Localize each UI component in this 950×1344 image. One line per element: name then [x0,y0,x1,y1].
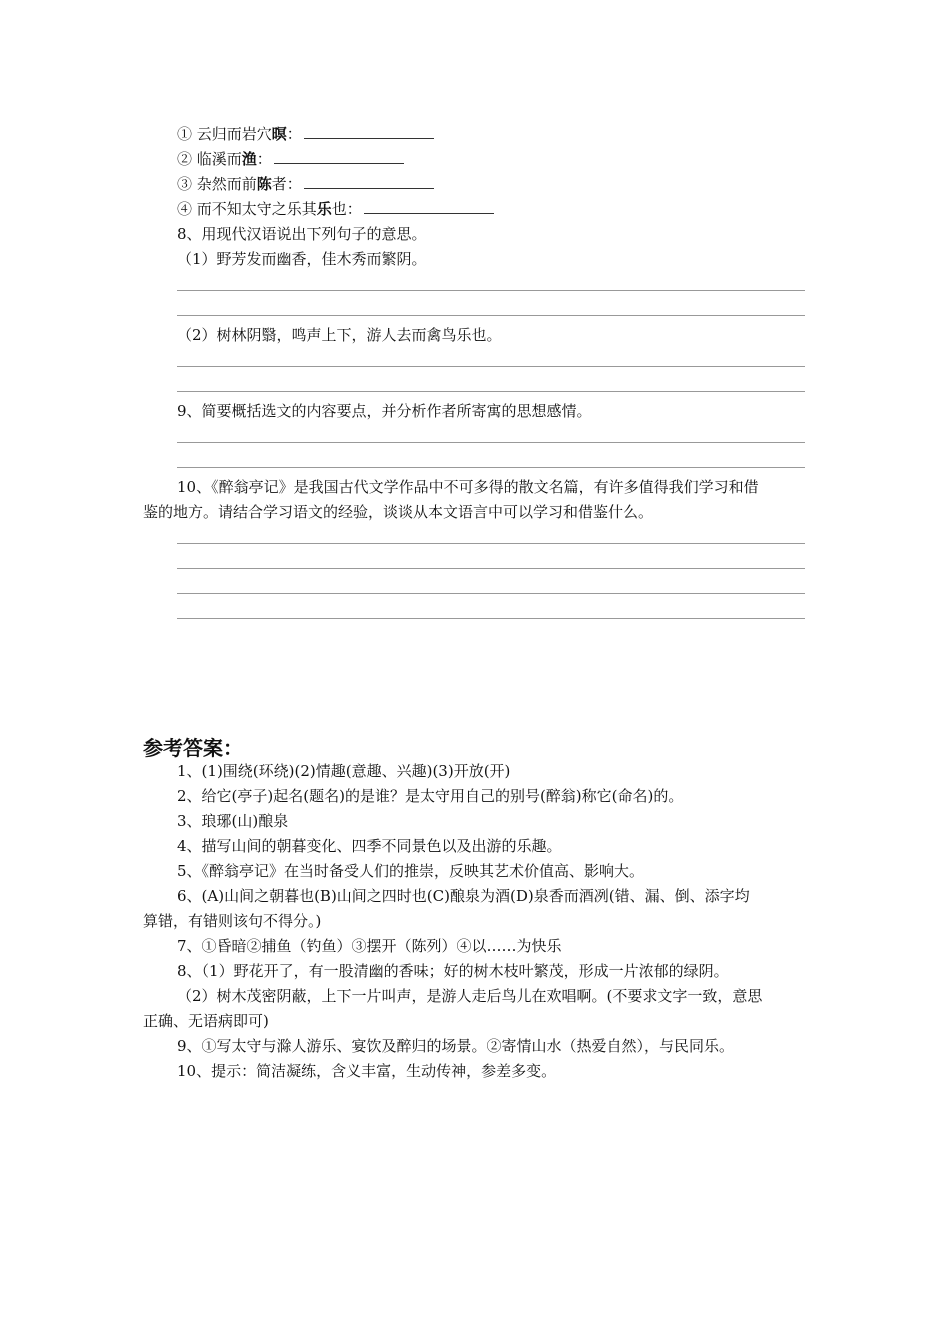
q8-sentence-2: （2）树林阴翳，鸣声上下，游人去而禽鸟乐也。 [177,326,502,344]
q10-answer-line-4[interactable] [177,618,805,619]
q10-answer-line-3[interactable] [177,593,805,594]
q10-line-1: 10、《醉翁亭记》是我国古代文学作品中不可多得的散文名篇，有许多值得我们学习和借 [177,478,759,496]
q9-title: 9、简要概括选文的内容要点，并分析作者所寄寓的思想感情。 [177,402,592,420]
q7-item-2-text: ② 临溪而 [177,150,242,168]
q7-item-1-colon: ： [286,125,302,143]
q9-answer-line-2[interactable] [177,467,805,468]
answer-line-6-cont: 算错，有错则该句不得分。) [143,912,322,930]
q7-item-2 [177,149,404,169]
q7-item-1-text: ① 云归而岩穴 [177,125,272,143]
q8-answer-line-2[interactable] [177,315,805,316]
answer-line-9: 9、①写太守与滁人游乐、宴饮及醉归的场景。②寄情山水（热爱自然），与民同乐。 [177,1037,735,1055]
q7-item-2-colon: ： [256,150,272,168]
answer-line-10: 10、提示：简洁凝练，含义丰富，生动传神，参差多变。 [177,1062,557,1080]
answer-line-8: 8、（1）野花开了，有一股清幽的香味；好的树木枝叶繁茂，形成一片浓郁的绿阴。 [177,962,729,980]
q8-answer-line-3[interactable] [177,366,805,367]
q10-answer-line-1[interactable] [177,543,805,544]
q7-item-4-blank[interactable] [364,199,494,214]
answer-line-5: 5、《醉翁亭记》在当时备受人们的推崇，反映其艺术价值高、影响大。 [177,862,645,880]
answer-line-4: 4、描写山间的朝暮变化、四季不同景色以及出游的乐趣。 [177,837,562,855]
q9-answer-line-1[interactable] [177,442,805,443]
answer-line-7: 7、①昏暗②捕鱼（钓鱼）③摆开（陈列）④以……为快乐 [177,937,562,955]
q7-item-3-text: ③ 杂然而前 [177,175,257,193]
q7-item-1 [177,124,434,144]
q7-item-4-colon: 也： [331,200,362,218]
answer-line-2: 2、给它(亭子)起名(题名)的是谁？是太守用自己的别号(醉翁)称它(命名)的。 [177,787,684,805]
q7-item-4 [177,199,494,219]
q7-item-1-keyword: 暝 [271,125,287,143]
q8-answer-line-1[interactable] [177,290,805,291]
answer-line-8b: （2）树木茂密阴蔽，上下一片叫声，是游人走后鸟儿在欢唱啊。(不要求文字一致，意思 [177,987,763,1005]
answer-line-3: 3、琅琊(山)酿泉 [177,812,289,830]
answer-line-6: 6、(A)山间之朝暮也(B)山间之四时也(C)酿泉为酒(D)泉香而酒冽(错、漏、倒、添字均 [177,887,750,905]
q7-item-1-blank[interactable] [304,124,434,139]
q7-item-3-blank[interactable] [304,174,434,189]
q7-item-4-text: ④ 而不知太守之乐其 [177,200,317,218]
answer-line-8b-cont: 正确、无语病即可) [143,1012,269,1030]
q10-answer-line-2[interactable] [177,568,805,569]
q7-item-2-blank[interactable] [274,149,404,164]
q7-item-3-keyword: 陈 [256,175,272,193]
q8-sentence-1: （1）野芳发而幽香，佳木秀而繁阴。 [177,250,427,268]
answers-heading: 参考答案： [143,736,243,760]
q7-item-3 [177,174,434,194]
q7-item-2-keyword: 渔 [241,150,257,168]
q7-item-3-colon: 者： [271,175,302,193]
q10-line-2: 鉴的地方。请结合学习语文的经验，谈谈从本文语言中可以学习和借鉴什么。 [143,503,654,521]
q7-item-4-keyword: 乐 [316,200,332,218]
q8-title: 8、用现代汉语说出下列句子的意思。 [177,225,427,243]
answer-line-1: 1、(1)围绕(环绕)(2)情趣(意趣、兴趣)(3)开放(开) [177,762,511,780]
q8-answer-line-4[interactable] [177,391,805,392]
